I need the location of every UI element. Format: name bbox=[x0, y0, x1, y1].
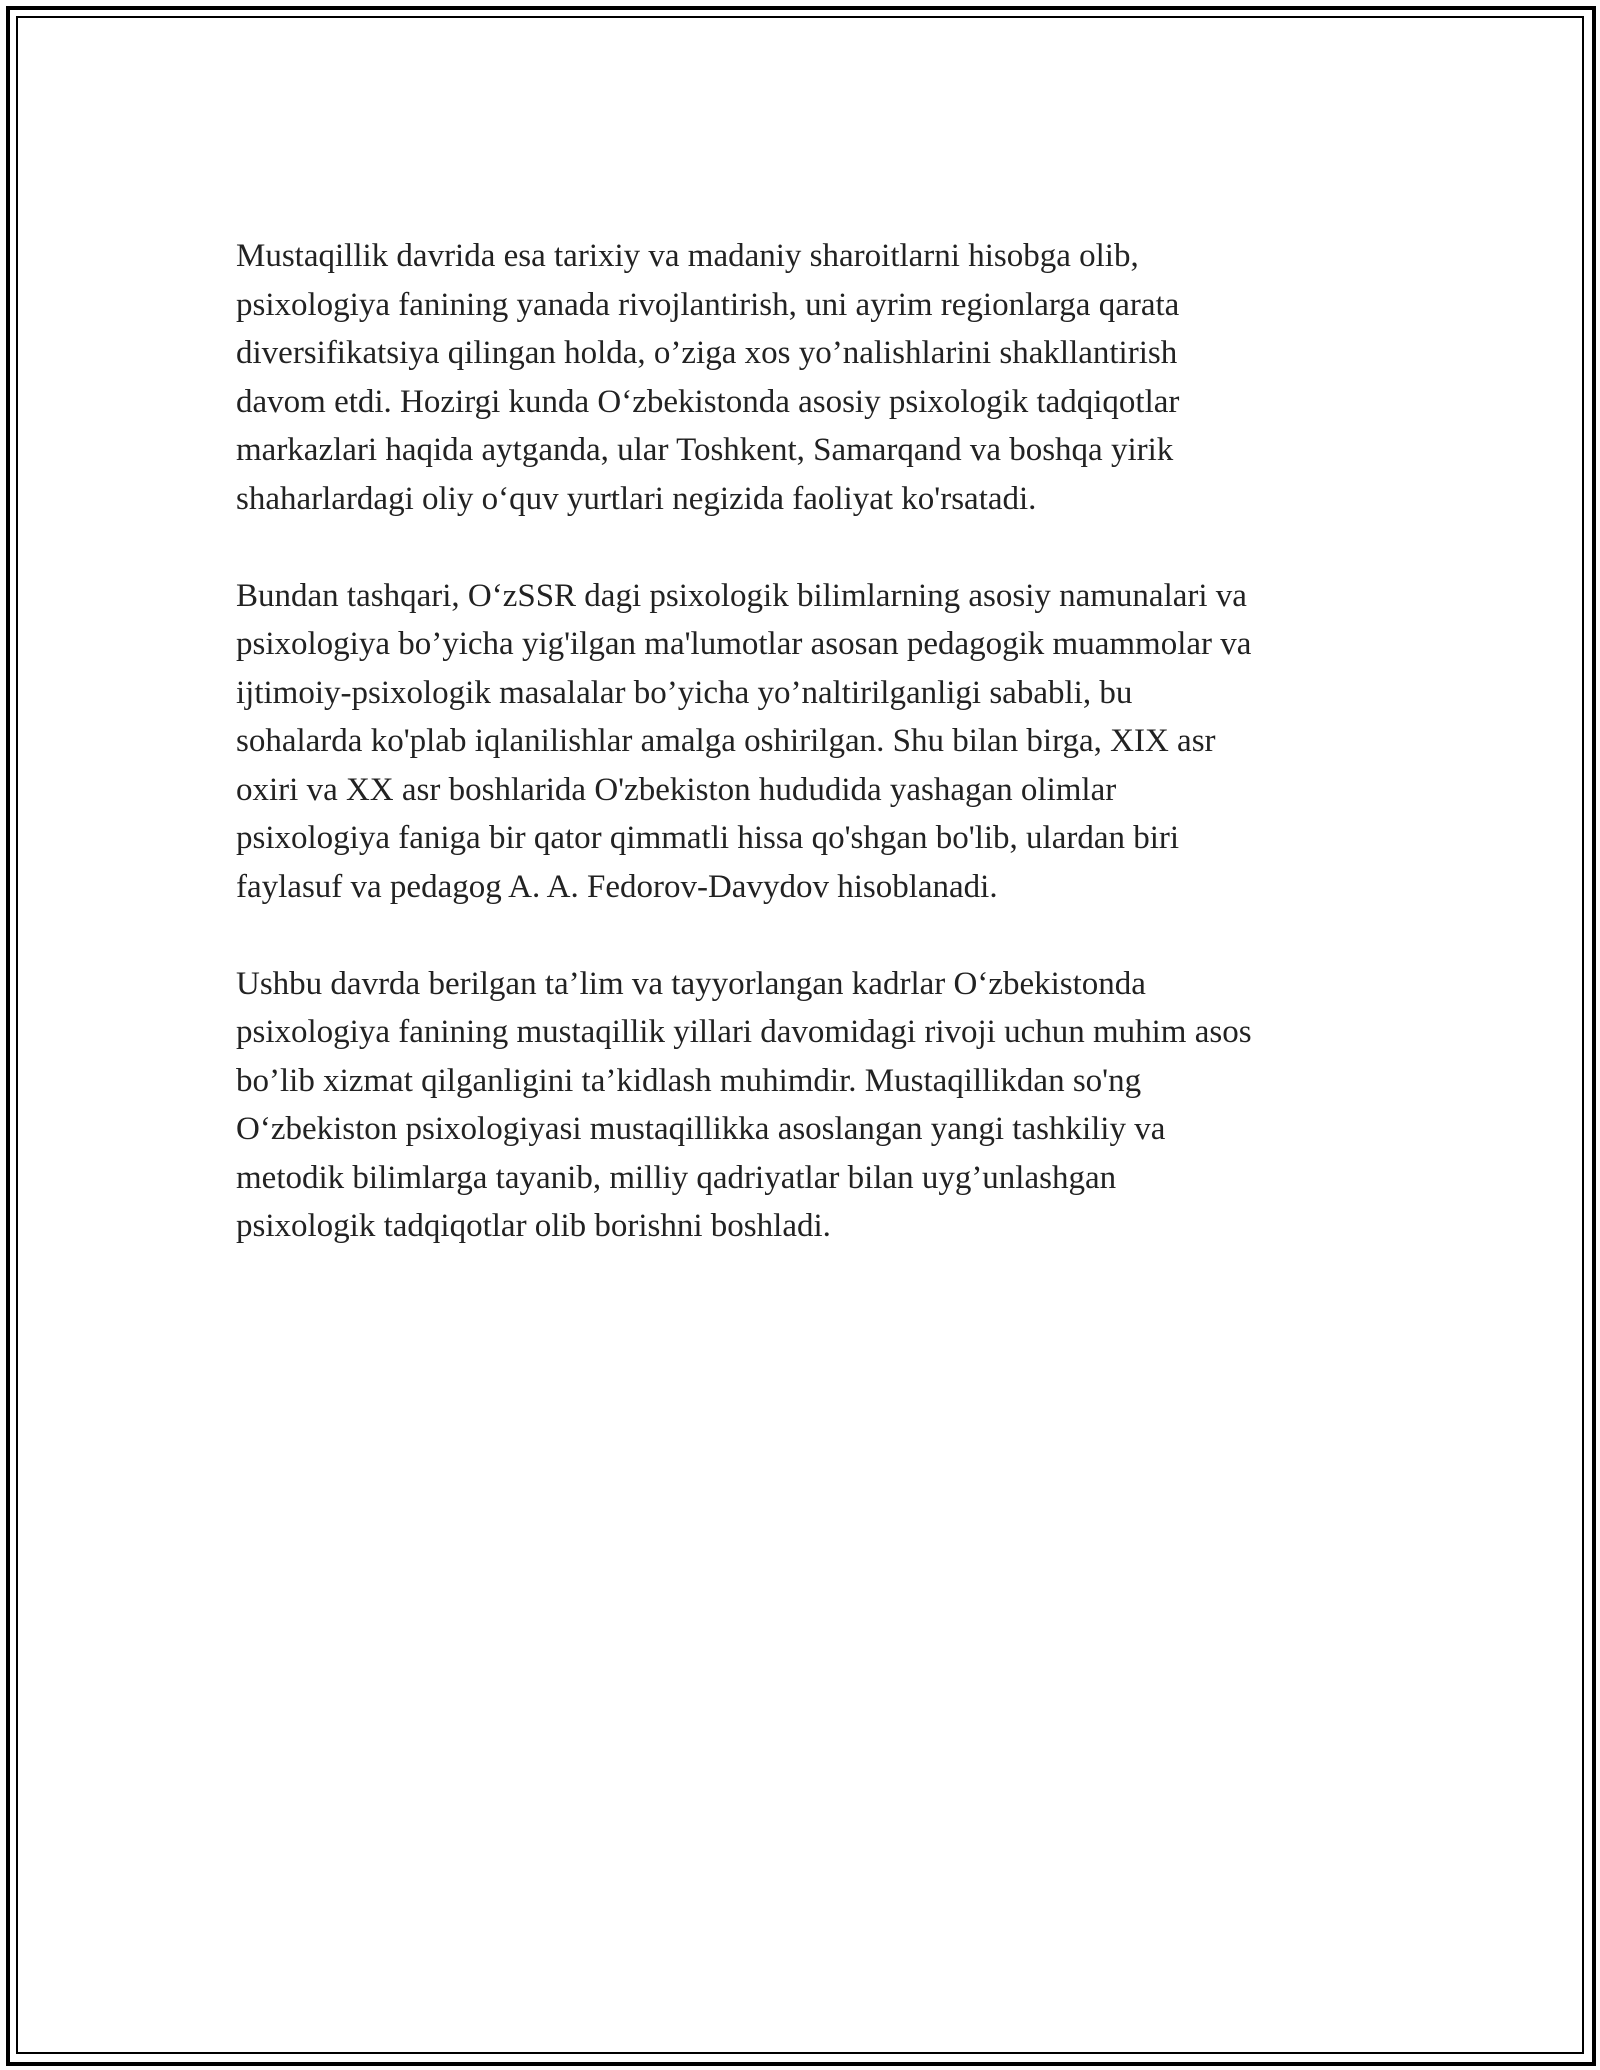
paragraph-2: Bundan tashqari, O‘zSSR dagi psixologik bilimlarning asosiy namunalari va psixologiya bo’yicha yig'ilgan ma'lumotlar asosan pedagogik muammolar va ijtimoiy-psixologik masalalar bo’yicha yo’naltirilganligi sababli, bu sohalarda ko'plab iqlanilishlar amalga oshirilgan. Shu bilan birga, XIX asr oxiri va XX asr boshlarida O'zbekiston hududida yashagan olimlar psixologiya faniga bir qator qimmatli hissa qo'shgan bo'lib, ulardan biri faylasuf va pedagog A. A. Fedorov-Davydov hisoblanadi. bbox=[236, 577, 1252, 905]
paragraph-3: Ushbu davrda berilgan ta’lim va tayyorlangan kadrlar O‘zbekistonda psixologiya fanining mustaqillik yillari davomidagi rivoji uchun muhim asos bo’lib xizmat qilganligini ta’kidlash muhimdir. Mustaqillikdan so'ng O‘zbekiston psixologiyasi mustaqillikka asoslangan yangi tashkiliy va metodik bilimlarga tayanib, milliy qadriyatlar bilan uyg’unlashgan psixologik tadqiqotlar olib borishni boshladi. bbox=[236, 965, 1252, 1244]
paragraph-1: Mustaqillik davrida esa tarixiy va madaniy sharoitlarni hisobga olib, psixologiya fanining yanada rivojlantirish, uni ayrim regionlarga qarata diversifikatsiya qilingan holda, o’ziga xos yo’nalishlarini shakllantirish davom etdi. Hozirgi kunda O‘zbekistonda asosiy psixologik tadqiqotlar markazlari haqida aytganda, ular Toshkent, Samarqand va boshqa yirik shaharlardagi oliy o‘quv yurtlari negizida faoliyat ko'rsatadi. bbox=[236, 238, 1180, 517]
document-body bbox=[236, 232, 1396, 1299]
